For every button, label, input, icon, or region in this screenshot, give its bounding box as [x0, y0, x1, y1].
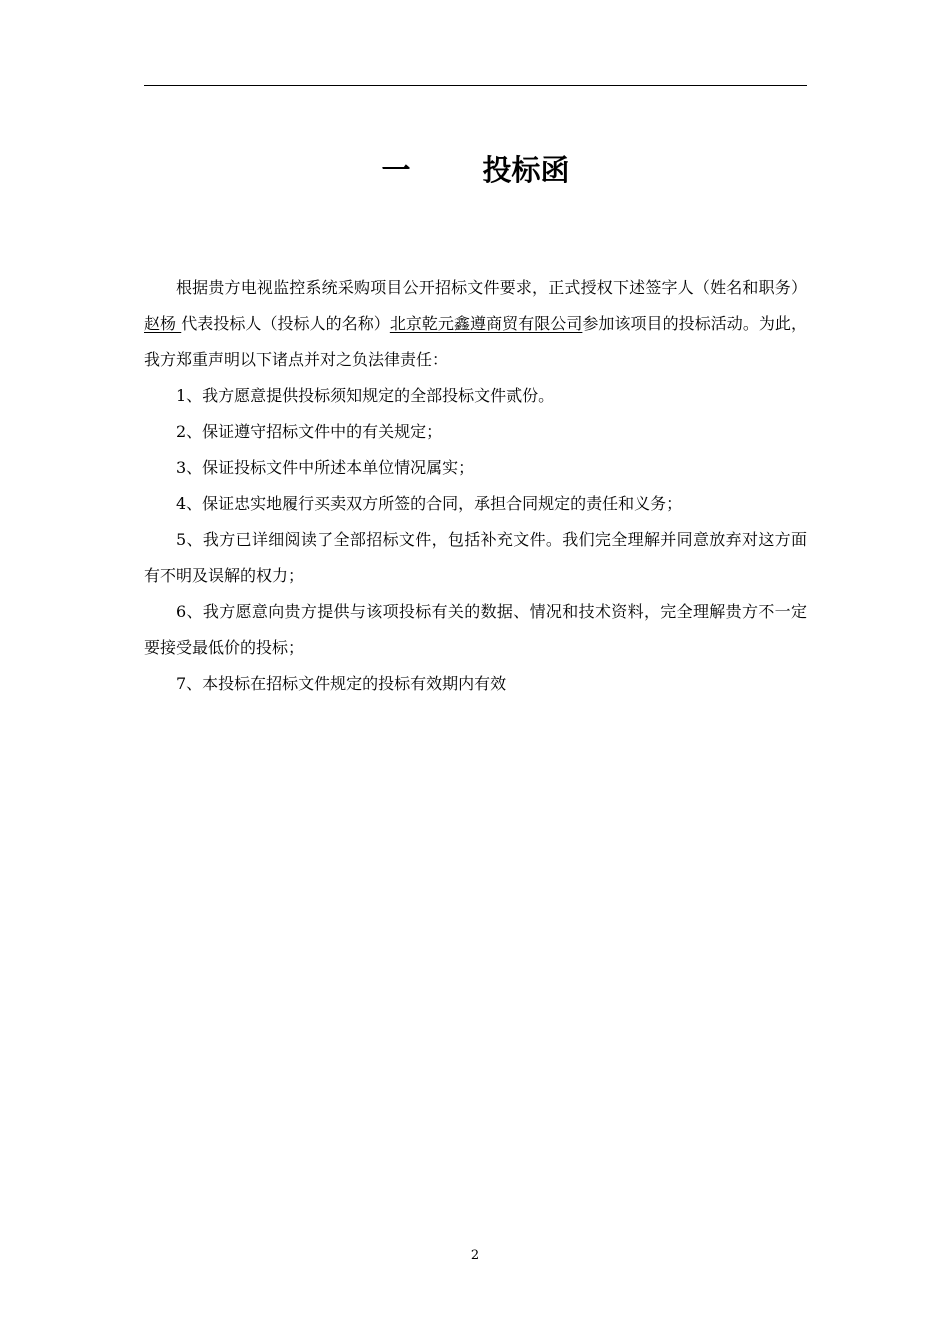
intro-paragraph: [144, 270, 807, 378]
list-item-6: 6、我方愿意向贵方提供与该项投标有关的数据、情况和技术资料，完全理解贵方不一定要接受最低价的投标；: [144, 602, 807, 657]
signatory-name: 赵杨: [144, 314, 182, 333]
list-item-3: 3、保证投标文件中所述本单位情况属实；: [176, 458, 475, 477]
title-text: 投标函: [482, 153, 570, 187]
page-title: [144, 148, 807, 192]
page-number: 2: [470, 1248, 480, 1263]
list-item-2: 2、保证遵守招标文件中的有关规定；: [176, 422, 443, 441]
intro-text-1: 根据贵方电视监控系统采购项目公开招标文件要求，正式授权下述签字人（姓名和职务）: [176, 278, 807, 297]
title-number: 一: [381, 153, 411, 187]
header-rule: [144, 85, 807, 86]
intro-text-2: 代表投标人（投标人的名称）: [181, 314, 390, 333]
list-item-7: 7、本投标在招标文件规定的投标有效期内有效: [176, 674, 507, 693]
letter-body: [144, 270, 807, 702]
list-item-1: 1、我方愿意提供投标须知规定的全部投标文件贰份。: [176, 386, 555, 405]
intro-text-3: 参加该项目的投标活动。为此，我方郑重声明以下诸点并对之负法律责任：: [144, 314, 807, 369]
list-item-4: 4、保证忠实地履行买卖双方所签的合同，承担合同规定的责任和义务；: [176, 494, 683, 513]
bidder-name: 北京乾元鑫遵商贸有限公司: [389, 314, 583, 333]
list-item-5: 5、我方已详细阅读了全部招标文件，包括补充文件。我们完全理解并同意放弃对这方面有不明及误解的权力；: [144, 530, 807, 585]
